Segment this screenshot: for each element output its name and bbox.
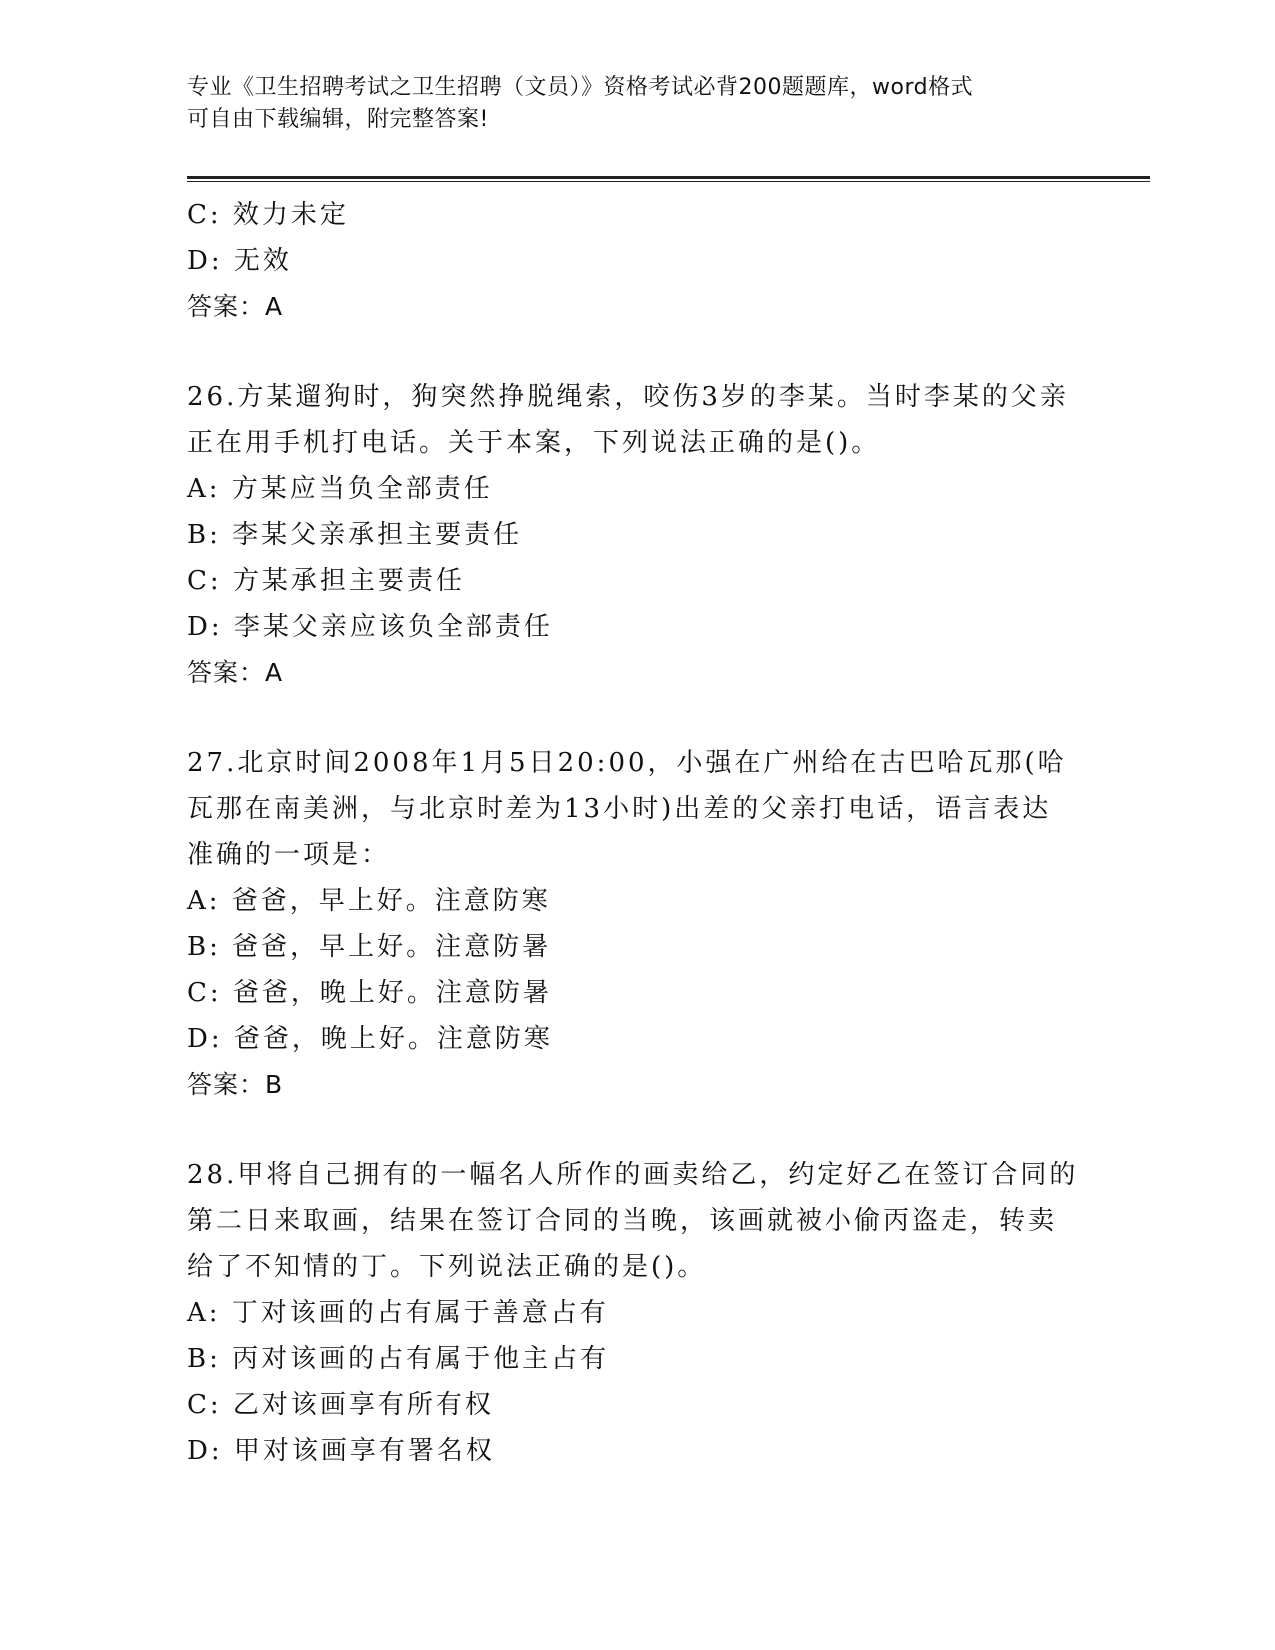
option-c: C: 效力未定 bbox=[187, 200, 349, 230]
document-body bbox=[187, 192, 1087, 1474]
option-b: B: 丙对该画的占有属于他主占有 bbox=[187, 1344, 610, 1374]
question-28 bbox=[187, 1152, 1087, 1474]
question-text: 瓦那在南美洲，与北京时差为13小时)出差的父亲打电话，语言表达 bbox=[187, 794, 1052, 824]
question-text: 26.方某遛狗时，狗突然挣脱绳索，咬伤3岁的李某。当时李某的父亲 bbox=[187, 382, 1069, 412]
question-text: 正在用手机打电话。关于本案，下列说法正确的是()。 bbox=[187, 428, 881, 458]
option-c: C: 乙对该画享有所有权 bbox=[187, 1390, 494, 1420]
option-b: B: 李某父亲承担主要责任 bbox=[187, 520, 523, 550]
question-27 bbox=[187, 740, 1087, 1108]
question-26 bbox=[187, 374, 1087, 696]
option-d: D: 甲对该画享有署名权 bbox=[187, 1436, 495, 1466]
option-a: A: 方某应当负全部责任 bbox=[187, 474, 493, 504]
header-line-2: 可自由下载编辑，附完整答案! bbox=[187, 107, 489, 132]
option-b: B: 爸爸，早上好。注意防暑 bbox=[187, 932, 552, 962]
question-text: 给了不知情的丁。下列说法正确的是()。 bbox=[187, 1252, 707, 1282]
document-header bbox=[187, 72, 1067, 136]
option-c: C: 爸爸，晚上好。注意防暑 bbox=[187, 978, 552, 1008]
option-c: C: 方某承担主要责任 bbox=[187, 566, 465, 596]
question-text: 准确的一项是： bbox=[187, 840, 391, 870]
header-divider bbox=[187, 176, 1150, 179]
question-25-tail bbox=[187, 192, 1087, 330]
question-text: 28.甲将自己拥有的一幅名人所作的画卖给乙，约定好乙在签订合同的 bbox=[187, 1160, 1079, 1190]
option-d: D: 李某父亲应该负全部责任 bbox=[187, 612, 553, 642]
question-text: 第二日来取画，结果在签订合同的当晚，该画就被小偷丙盗走，转卖 bbox=[187, 1206, 1058, 1236]
header-line-1: 专业《卫生招聘考试之卫生招聘（文员）》资格考试必背200题题库，word格式 bbox=[187, 75, 974, 100]
answer-line: 答案：A bbox=[187, 292, 284, 321]
answer-line: 答案：B bbox=[187, 1070, 284, 1099]
question-text: 27.北京时间2008年1月5日20:00，小强在广州给在古巴哈瓦那(哈 bbox=[187, 748, 1067, 778]
option-a: A: 丁对该画的占有属于善意占有 bbox=[187, 1298, 609, 1328]
answer-line: 答案：A bbox=[187, 658, 284, 687]
option-d: D: 无效 bbox=[187, 246, 292, 276]
option-d: D: 爸爸，晚上好。注意防寒 bbox=[187, 1024, 553, 1054]
header-divider-thin bbox=[187, 181, 1150, 182]
option-a: A: 爸爸，早上好。注意防寒 bbox=[187, 886, 551, 916]
